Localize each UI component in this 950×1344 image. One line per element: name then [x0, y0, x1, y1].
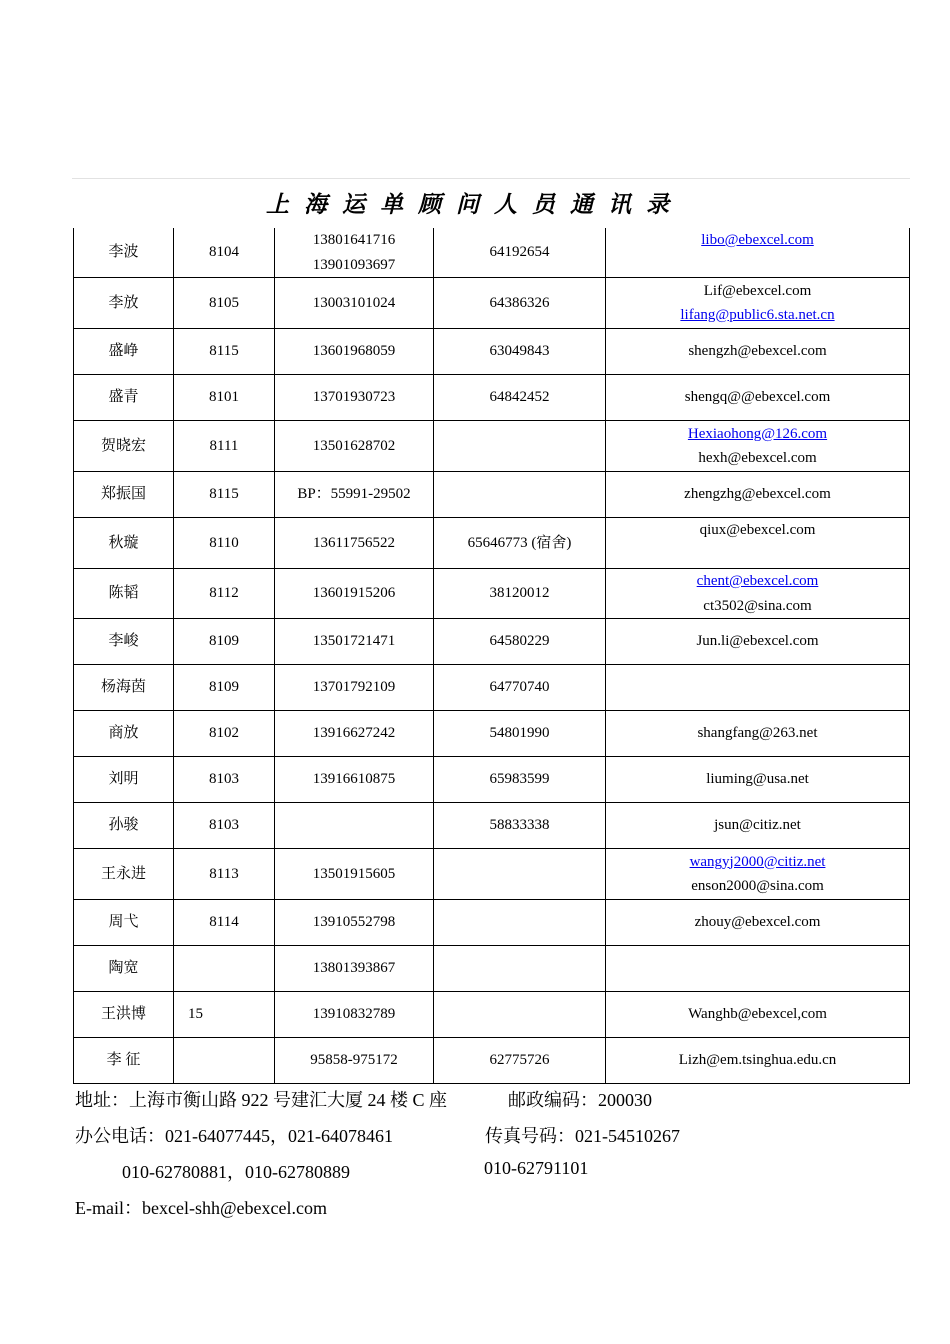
email-text: ct3502@sina.com — [703, 597, 812, 614]
cell-extension: 8103 — [174, 757, 275, 803]
cell-extension: 8109 — [174, 619, 275, 665]
table-row — [74, 992, 910, 1038]
email-text: jsun@citiz.net — [714, 817, 801, 834]
cell-extension: 8110 — [174, 518, 275, 569]
cell-extension: 15 — [174, 992, 275, 1038]
cell-email — [606, 619, 910, 665]
cell-mobile — [275, 472, 434, 518]
email-text: Lif@ebexcel.com — [703, 282, 812, 299]
table-row — [74, 421, 910, 472]
cell-phone — [434, 900, 606, 946]
cell-phone: 64842452 — [434, 375, 606, 421]
email-text: shengzh@ebexcel.com — [688, 343, 827, 360]
mobile-number: 13003101024 — [312, 294, 396, 311]
email-text: zhengzhg@ebexcel.com — [684, 486, 831, 503]
mobile-number: 13601968059 — [312, 343, 396, 360]
cell-phone: 64770740 — [434, 665, 606, 711]
cell-extension: 8115 — [174, 329, 275, 375]
cell-email — [606, 228, 910, 278]
cell-email — [606, 472, 910, 518]
mobile-number: 13910552798 — [312, 914, 396, 931]
cell-email — [606, 1038, 910, 1084]
mobile-number: BP：55991-29502 — [297, 486, 411, 503]
cell-extension: 8101 — [174, 375, 275, 421]
email-text: qiux@ebexcel.com — [699, 522, 816, 538]
email-text: Lizh@em.tsinghua.edu.cn — [678, 1052, 837, 1069]
cell-email — [606, 665, 910, 711]
table-row — [74, 1038, 910, 1084]
footer-fax: 传真号码：021-54510267 — [485, 1126, 680, 1146]
cell-email — [606, 569, 910, 619]
cell-mobile — [275, 803, 434, 849]
cell-email — [606, 849, 910, 900]
email-text: liuming@usa.net — [706, 771, 809, 788]
cell-name: 陈韬 — [74, 569, 174, 619]
email-text: Wanghb@ebexcel,com — [688, 1006, 827, 1023]
table-row — [74, 849, 910, 900]
cell-email — [606, 900, 910, 946]
cell-phone: 65646773 (宿舍) — [434, 518, 606, 569]
cell-name: 王永进 — [74, 849, 174, 900]
cell-phone: 65983599 — [434, 757, 606, 803]
cell-name: 陶宽 — [74, 946, 174, 992]
table-row — [74, 278, 910, 329]
cell-name: 郑振国 — [74, 472, 174, 518]
directory-table — [73, 228, 910, 1084]
email-text: zhouy@ebexcel.com — [694, 914, 821, 931]
cell-mobile — [275, 849, 434, 900]
mobile-number: 13501915605 — [312, 865, 396, 882]
table-row — [74, 757, 910, 803]
mobile-number: 13901093697 — [312, 256, 396, 273]
cell-name: 孙骏 — [74, 803, 174, 849]
cell-mobile — [275, 375, 434, 421]
mobile-number: 13501721471 — [312, 633, 396, 650]
table-row — [74, 665, 910, 711]
cell-phone: 64580229 — [434, 619, 606, 665]
cell-name: 刘明 — [74, 757, 174, 803]
cell-email — [606, 518, 910, 569]
cell-name: 李 征 — [74, 1038, 174, 1084]
email-link[interactable]: lifang@public6.sta.net.cn — [680, 307, 835, 323]
cell-extension: 8114 — [174, 900, 275, 946]
cell-email — [606, 711, 910, 757]
email-text: hexh@ebexcel.com — [698, 450, 817, 466]
table-row — [74, 900, 910, 946]
cell-extension — [174, 1038, 275, 1084]
table-row — [74, 569, 910, 619]
cell-phone: 54801990 — [434, 711, 606, 757]
mobile-number: 13910832789 — [312, 1006, 396, 1023]
cell-extension: 8113 — [174, 849, 275, 900]
footer-office-phone-2: 010-62780881，010-62780889 — [122, 1162, 350, 1182]
cell-name: 秋璇 — [74, 518, 174, 569]
cell-email — [606, 803, 910, 849]
cell-mobile — [275, 278, 434, 329]
cell-phone — [434, 946, 606, 992]
cell-extension: 8104 — [174, 228, 275, 278]
cell-mobile — [275, 900, 434, 946]
email-link[interactable]: Hexiaohong@126.com — [687, 425, 828, 442]
table-row — [74, 472, 910, 518]
cell-extension: 8109 — [174, 665, 275, 711]
cell-name: 商放 — [74, 711, 174, 757]
email-text: enson2000@sina.com — [691, 878, 824, 894]
cell-mobile — [275, 518, 434, 569]
cell-mobile — [275, 228, 434, 278]
cell-mobile — [275, 946, 434, 992]
email-text: Jun.li@ebexcel.com — [696, 633, 819, 650]
cell-extension: 8103 — [174, 803, 275, 849]
cell-phone: 63049843 — [434, 329, 606, 375]
table-row — [74, 228, 910, 278]
cell-mobile — [275, 757, 434, 803]
table-row — [74, 803, 910, 849]
cell-phone — [434, 992, 606, 1038]
cell-mobile — [275, 569, 434, 619]
mobile-number: 13701930723 — [312, 389, 396, 406]
cell-extension: 8111 — [174, 421, 275, 472]
footer-office-phone: 办公电话：021-64077445，021-64078461 — [75, 1126, 393, 1146]
table-row — [74, 329, 910, 375]
mobile-number: 13701792109 — [312, 679, 396, 696]
mobile-number: 13501628702 — [312, 437, 396, 454]
cell-mobile — [275, 992, 434, 1038]
email-link[interactable]: chent@ebexcel.com — [696, 573, 819, 589]
footer-email: E-mail：bexcel-shh@ebexcel.com — [75, 1198, 327, 1218]
cell-name: 盛峥 — [74, 329, 174, 375]
cell-name: 李放 — [74, 278, 174, 329]
cell-extension: 8115 — [174, 472, 275, 518]
footer-fax-2: 010-62791101 — [484, 1158, 589, 1178]
cell-email — [606, 375, 910, 421]
mobile-number: 13916610875 — [312, 771, 396, 788]
table-row — [74, 711, 910, 757]
mobile-number: 13916627242 — [312, 725, 396, 742]
mobile-number: 95858-975172 — [310, 1052, 398, 1069]
email-text: shengq@@ebexcel.com — [684, 389, 831, 406]
cell-email — [606, 992, 910, 1038]
cell-mobile — [275, 619, 434, 665]
cell-name: 杨海茵 — [74, 665, 174, 711]
email-text: shangfang@263.net — [697, 725, 818, 742]
mobile-number: 13801641716 — [312, 232, 396, 248]
cell-name: 李波 — [74, 228, 174, 278]
cell-extension: 8102 — [174, 711, 275, 757]
cell-phone — [434, 421, 606, 472]
directory-body — [74, 228, 910, 1084]
cell-phone: 62775726 — [434, 1038, 606, 1084]
table-row — [74, 518, 910, 569]
cell-email — [606, 329, 910, 375]
cell-extension: 8112 — [174, 569, 275, 619]
cell-name: 王洪博 — [74, 992, 174, 1038]
cell-name: 贺晓宏 — [74, 421, 174, 472]
cell-phone: 64386326 — [434, 278, 606, 329]
email-link[interactable]: wangyj2000@citiz.net — [689, 853, 826, 870]
mobile-number: 13601915206 — [312, 585, 396, 602]
cell-name: 周弋 — [74, 900, 174, 946]
cell-phone — [434, 472, 606, 518]
cell-mobile — [275, 665, 434, 711]
cell-mobile — [275, 421, 434, 472]
cell-extension — [174, 946, 275, 992]
mobile-number: 13801393867 — [312, 960, 396, 977]
cell-phone: 64192654 — [434, 228, 606, 278]
cell-mobile — [275, 1038, 434, 1084]
mobile-number: 13611756522 — [313, 534, 395, 551]
cell-phone: 58833338 — [434, 803, 606, 849]
header-rule — [72, 178, 910, 179]
table-row — [74, 946, 910, 992]
cell-name: 李峻 — [74, 619, 174, 665]
cell-email — [606, 421, 910, 472]
cell-phone — [434, 849, 606, 900]
cell-name: 盛青 — [74, 375, 174, 421]
email-link[interactable]: libo@ebexcel.com — [701, 232, 814, 248]
footer-address: 地址：上海市衡山路 922 号建汇大厦 24 楼 C 座 — [75, 1090, 448, 1110]
cell-email — [606, 278, 910, 329]
footer-postcode: 邮政编码：200030 — [508, 1090, 652, 1110]
cell-email — [606, 946, 910, 992]
cell-email — [606, 757, 910, 803]
cell-phone: 38120012 — [434, 569, 606, 619]
cell-extension: 8105 — [174, 278, 275, 329]
page-title: 上海运单顾问人员通讯录 — [266, 192, 684, 217]
cell-mobile — [275, 329, 434, 375]
cell-mobile — [275, 711, 434, 757]
table-row — [74, 619, 910, 665]
table-row — [74, 375, 910, 421]
